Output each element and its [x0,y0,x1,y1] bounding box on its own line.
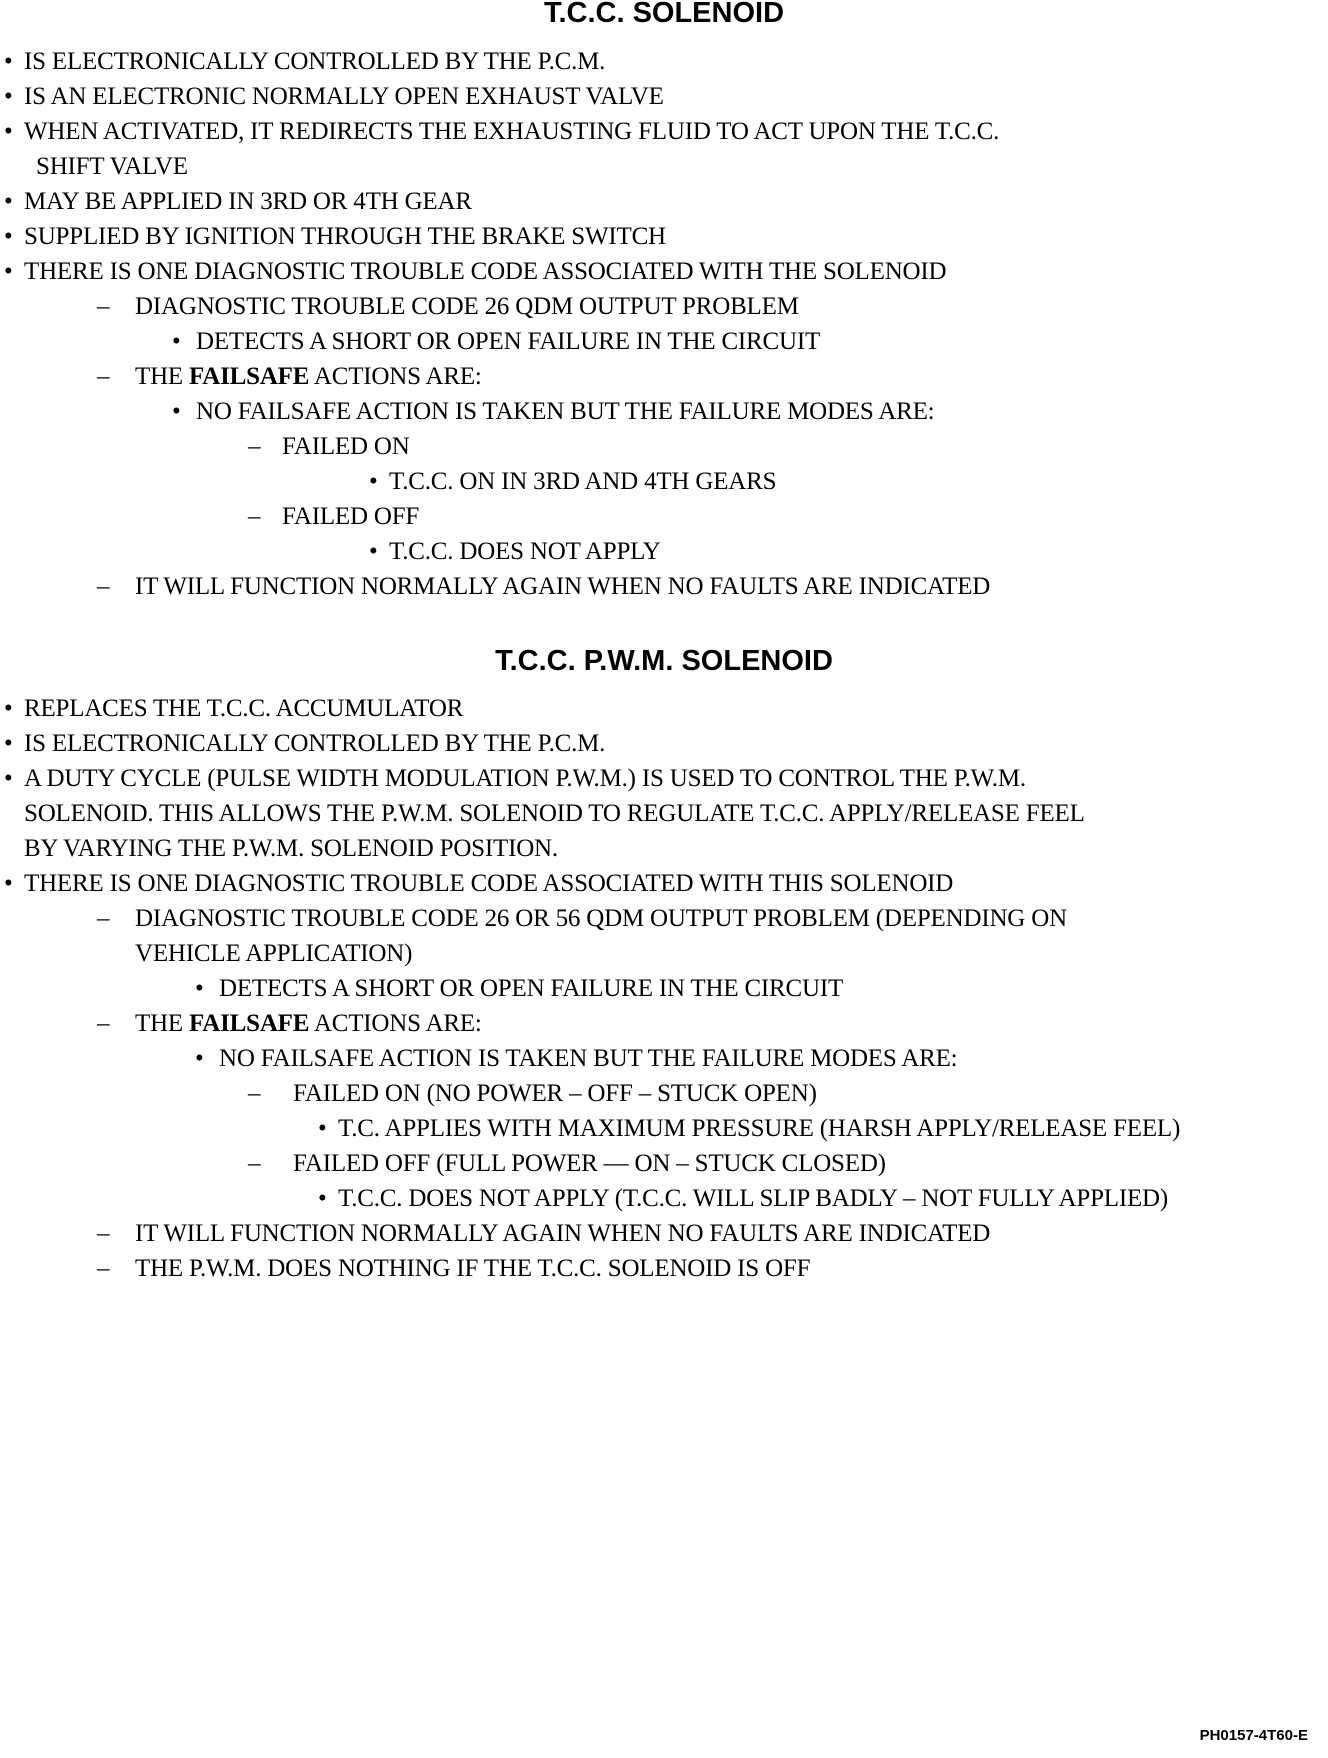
list-item: • WHEN ACTIVATED, IT REDIRECTS THE EXHAUSTING FLUID TO ACT UPON THE T.C.C. [4,118,1000,145]
dash-icon: – [97,1010,110,1037]
bullet-icon: • [4,48,13,75]
document-code: PH0157-4T60-E [1199,1727,1308,1744]
bullet-icon: • [172,328,181,355]
list-item: • IS ELECTRONICALLY CONTROLLED BY THE P.C.M. [4,730,606,757]
bullet-icon: • [4,870,13,897]
list-item: • IS AN ELECTRONIC NORMALLY OPEN EXHAUST VALVE [4,83,664,110]
failure-mode: – FAILED ON (NO POWER – OFF – STUCK OPEN) [248,1080,817,1107]
dash-icon: – [248,433,261,460]
failsafe-emphasis: FAILSAFE [189,1010,310,1037]
dash-icon: – [248,503,261,530]
sub-item: – IT WILL FUNCTION NORMALLY AGAIN WHEN NO FAULTS ARE INDICATED [97,1220,991,1247]
sub-item: – DIAGNOSTIC TROUBLE CODE 26 QDM OUTPUT PROBLEM [97,293,799,320]
bullet-icon: • [4,730,13,757]
list-item: • SUPPLIED BY IGNITION THROUGH THE BRAKE SWITCH [4,223,666,250]
bullet-icon: • [4,188,13,215]
sub-item: – THE FAILSAFE ACTIONS ARE: [97,363,482,390]
failsafe-emphasis: FAILSAFE [189,363,310,390]
dash-icon: – [97,363,110,390]
sub-sub-item: • NO FAILSAFE ACTION IS TAKEN BUT THE FAILURE MODES ARE: [172,398,935,425]
sub-sub-item: • DETECTS A SHORT OR OPEN FAILURE IN THE CIRCUIT [195,975,844,1002]
failure-mode: – FAILED OFF (FULL POWER — ON – STUCK CLOSED) [248,1150,886,1177]
bullet-icon: • [195,1045,204,1072]
bullet-icon: • [4,223,13,250]
sub-item: – IT WILL FUNCTION NORMALLY AGAIN WHEN NO FAULTS ARE INDICATED [97,573,991,600]
bullet-icon: • [369,468,378,495]
failure-result: • T.C.C. ON IN 3RD AND 4TH GEARS [369,468,777,495]
list-item: • IS ELECTRONICALLY CONTROLLED BY THE P.C.M. [4,48,606,75]
list-item: • REPLACES THE T.C.C. ACCUMULATOR [4,695,464,722]
sub-item: – THE P.W.M. DOES NOTHING IF THE T.C.C. SOLENOID IS OFF [97,1255,811,1282]
section-title-tcc-pwm-solenoid: T.C.C. P.W.M. SOLENOID [495,645,833,677]
bullet-icon: • [4,83,13,110]
list-item-continuation: SHIFT VALVE [36,153,188,180]
list-item-continuation: BY VARYING THE P.W.M. SOLENOID POSITION. [24,835,558,862]
bullet-icon: • [4,258,13,285]
bullet-icon: • [318,1185,327,1212]
section-title-tcc-solenoid: T.C.C. SOLENOID [543,0,785,29]
sub-item-continuation: VEHICLE APPLICATION) [135,940,413,967]
list-item: • THERE IS ONE DIAGNOSTIC TROUBLE CODE ASSOCIATED WITH THIS SOLENOID [4,870,954,897]
bullet-icon: • [195,975,204,1002]
sub-item: – DIAGNOSTIC TROUBLE CODE 26 OR 56 QDM OUTPUT PROBLEM (DEPENDING ON [97,905,1067,932]
dash-icon: – [97,293,110,320]
sub-sub-item: • NO FAILSAFE ACTION IS TAKEN BUT THE FAILURE MODES ARE: [195,1045,958,1072]
dash-icon: – [97,1220,110,1247]
dash-icon: – [97,573,110,600]
bullet-icon: • [318,1115,327,1142]
list-item: • MAY BE APPLIED IN 3RD OR 4TH GEAR [4,188,472,215]
failure-result: • T.C.C. DOES NOT APPLY (T.C.C. WILL SLIP BADLY – NOT FULLY APPLIED) [318,1185,1169,1212]
sub-item: – THE FAILSAFE ACTIONS ARE: [97,1010,482,1037]
failure-result: • T.C. APPLIES WITH MAXIMUM PRESSURE (HARSH APPLY/RELEASE FEEL) [318,1115,1181,1142]
dash-icon: – [248,1150,261,1177]
sub-sub-item: • DETECTS A SHORT OR OPEN FAILURE IN THE CIRCUIT [172,328,821,355]
dash-icon: – [248,1080,261,1107]
bullet-icon: • [4,695,13,722]
bullet-icon: • [4,118,13,145]
dash-icon: – [97,905,110,932]
list-item: • THERE IS ONE DIAGNOSTIC TROUBLE CODE ASSOCIATED WITH THE SOLENOID [4,258,947,285]
failure-mode: – FAILED OFF [248,503,420,530]
bullet-icon: • [172,398,181,425]
bullet-icon: • [4,765,13,792]
bullet-icon: • [369,538,378,565]
dash-icon: – [97,1255,110,1282]
list-item: • A DUTY CYCLE (PULSE WIDTH MODULATION P.W.M.) IS USED TO CONTROL THE P.W.M. [4,765,1026,792]
failure-result: • T.C.C. DOES NOT APPLY [369,538,661,565]
failure-mode: – FAILED ON [248,433,410,460]
list-item-continuation: SOLENOID. THIS ALLOWS THE P.W.M. SOLENOID TO REGULATE T.C.C. APPLY/RELEASE FEEL [24,800,1085,827]
